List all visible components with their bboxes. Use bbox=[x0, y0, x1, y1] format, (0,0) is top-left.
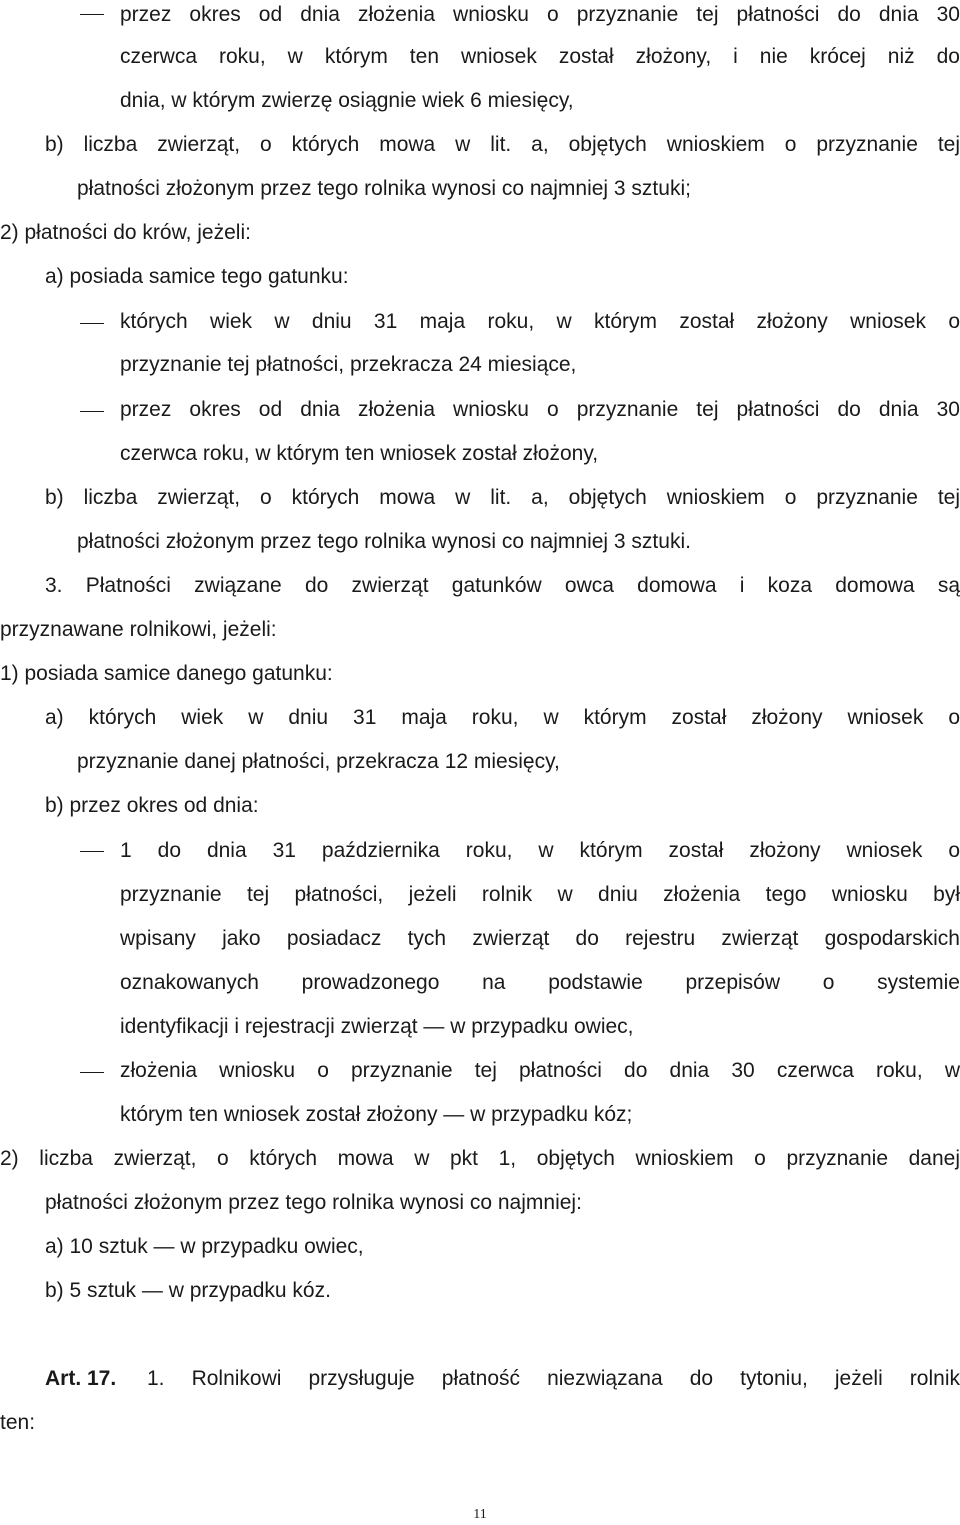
text-line: 1. Rolnikowi przysługuje płatność niezwiązana do tytoniu, jeżeli rolnik bbox=[147, 1367, 960, 1390]
text-line: przez okres od dnia złożenia wniosku o przyznanie tej płatności do dnia 30 bbox=[120, 398, 960, 421]
text-line: przyznanie tej płatności, przekracza 24 miesiące, bbox=[120, 353, 577, 376]
dash-bullet bbox=[80, 1072, 104, 1073]
article-label: Art. 17. bbox=[45, 1367, 117, 1390]
text-line: płatności złożonym przez tego rolnika wynosi co najmniej 3 sztuki. bbox=[77, 530, 691, 553]
text-line: wpisany jako posiadacz tych zwierząt do rejestru zwierząt gospodarskich bbox=[120, 927, 960, 950]
text-line: przyznanie danej płatności, przekracza 12 miesięcy, bbox=[77, 750, 560, 773]
text-line: przyznawane rolnikowi, jeżeli: bbox=[0, 618, 277, 641]
text-line: a) których wiek w dniu 31 maja roku, w którym został złożony wniosek o bbox=[45, 706, 960, 729]
text-line: oznakowanych prowadzonego na podstawie przepisów o systemie bbox=[120, 971, 960, 994]
text-line: 2) płatności do krów, jeżeli: bbox=[0, 221, 251, 244]
text-line: identyfikacji i rejestracji zwierząt — w przypadku owiec, bbox=[120, 1015, 634, 1038]
text-line: 1) posiada samice danego gatunku: bbox=[0, 662, 333, 685]
text-line: b) 5 sztuk — w przypadku kóz. bbox=[45, 1279, 331, 1302]
text-line: 2) liczba zwierząt, o których mowa w pkt 1, objętych wnioskiem o przyznanie danej bbox=[0, 1147, 960, 1170]
text-line: 1 do dnia 31 października roku, w którym został złożony wniosek o bbox=[120, 839, 960, 862]
text-line: ten: bbox=[0, 1411, 36, 1434]
text-line: b) liczba zwierząt, o których mowa w lit. a, objętych wnioskiem o przyznanie tej bbox=[45, 133, 960, 156]
text-line: których wiek w dniu 31 maja roku, w którym został złożony wniosek o bbox=[120, 310, 960, 333]
text-line: złożenia wniosku o przyznanie tej płatności do dnia 30 czerwca roku, w bbox=[120, 1059, 960, 1082]
dash-bullet bbox=[80, 411, 104, 412]
text-line: dnia, w którym zwierzę osiągnie wiek 6 miesięcy, bbox=[120, 89, 574, 112]
text-line: 3. Płatności związane do zwierząt gatunków owca domowa i koza domowa są bbox=[45, 574, 960, 597]
text-line: czerwca roku, w którym ten wniosek został złożony, i nie krócej niż do bbox=[120, 45, 960, 68]
text-line: przyznanie tej płatności, jeżeli rolnik w dniu złożenia tego wniosku był bbox=[120, 883, 960, 906]
dash-bullet bbox=[80, 323, 104, 324]
text-line: b) liczba zwierząt, o których mowa w lit. a, objętych wnioskiem o przyznanie tej bbox=[45, 486, 960, 509]
text-line: którym ten wniosek został złożony — w przypadku kóz; bbox=[120, 1103, 633, 1126]
text-line: b) przez okres od dnia: bbox=[45, 794, 259, 817]
text-line: a) 10 sztuk — w przypadku owiec, bbox=[45, 1235, 364, 1258]
page-number: 11 bbox=[473, 1507, 487, 1522]
dash-bullet bbox=[80, 14, 104, 15]
text-line: a) posiada samice tego gatunku: bbox=[45, 265, 349, 288]
text-line: płatności złożonym przez tego rolnika wynosi co najmniej 3 sztuki; bbox=[77, 177, 691, 200]
text-line: płatności złożonym przez tego rolnika wynosi co najmniej: bbox=[45, 1191, 582, 1214]
dash-bullet bbox=[80, 851, 104, 852]
text-line: czerwca roku, w którym ten wniosek został złożony, bbox=[120, 442, 599, 465]
text-line: przez okres od dnia złożenia wniosku o przyznanie tej płatności do dnia 30 bbox=[120, 3, 960, 26]
